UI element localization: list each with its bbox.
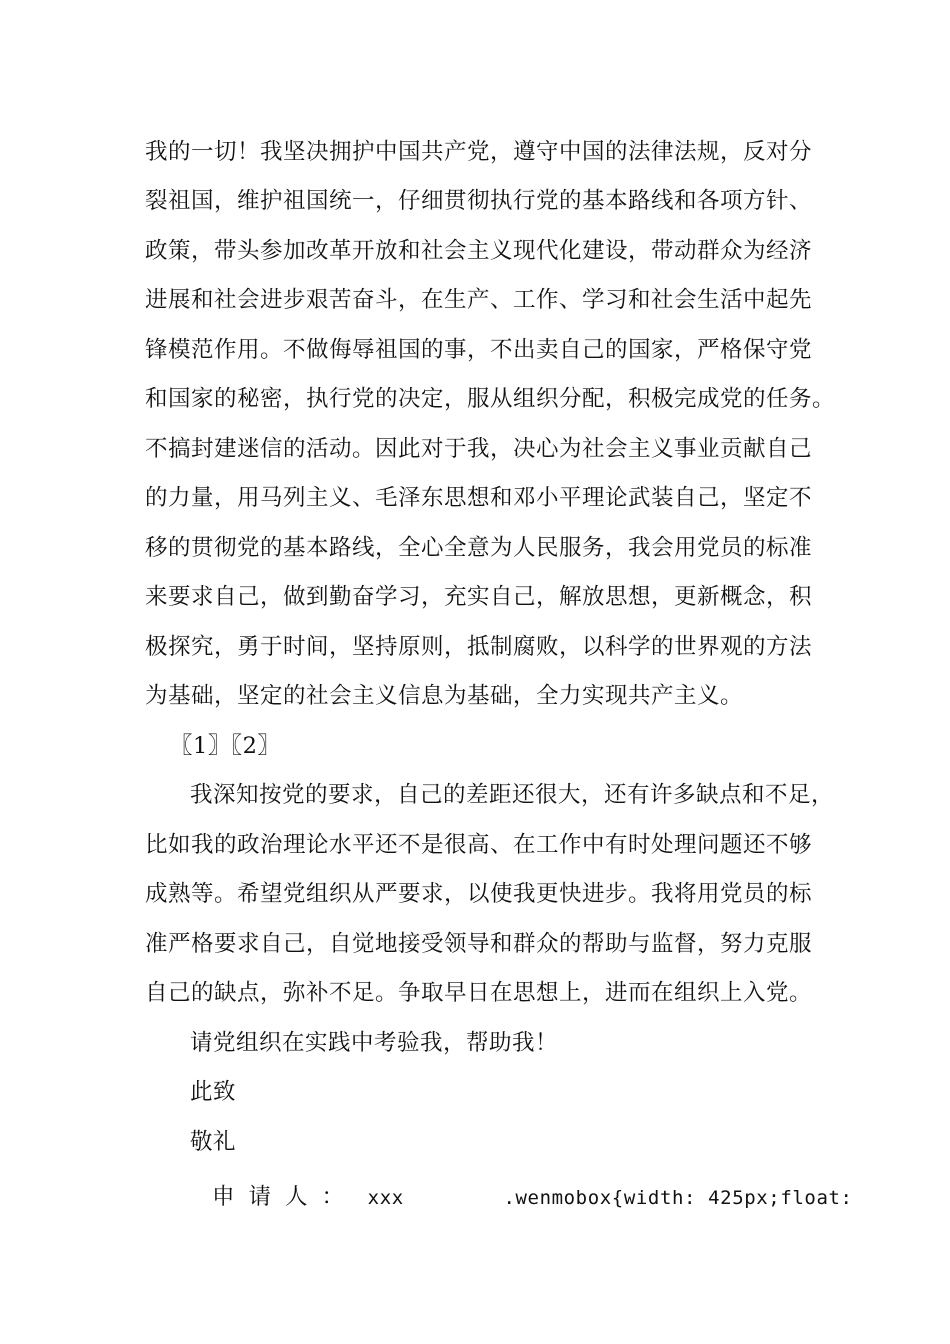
- signature-label: 申请人：: [212, 1184, 359, 1210]
- closing-ci-zhi: 此致: [190, 1079, 237, 1105]
- closing-jing-li: 敬礼: [190, 1129, 237, 1155]
- body-line-12: 为基础，坚定的社会主义信息为基础，全力实现共产主义。: [145, 683, 744, 709]
- body-line-7: 不搞封建迷信的活动。因此对于我，决心为社会主义事业贡献自己: [145, 436, 813, 462]
- body-line-8: 的力量，用马列主义、毛泽东思想和邓小平理论武装自己，坚定不: [145, 485, 813, 511]
- body-line-1: 我的一切！我坚决拥护中国共产党，遵守中国的法律法规，反对分: [145, 139, 813, 165]
- signature-line: [212, 1182, 853, 1213]
- body-line-4: 进展和社会进步艰苦奋斗，在生产、工作、学习和社会生活中起先: [145, 287, 813, 313]
- signature-name: xxx: [367, 1187, 404, 1209]
- para2-line-4: 准严格要求自己，自觉地接受领导和群众的帮助与监督，努力克服: [145, 931, 813, 957]
- para2-line-1: 我深知按党的要求，自己的差距还很大，还有许多缺点和不足，: [190, 782, 835, 808]
- request-line: 请党组织在实践中考验我，帮助我！: [190, 1030, 559, 1056]
- body-line-11: 极探究，勇于时间，坚持原则，抵制腐败，以科学的世界观的方法: [145, 634, 813, 660]
- para2-line-5: 自己的缺点，弥补不足。争取早日在思想上，进而在组织上入党。: [145, 980, 813, 1006]
- footnote-reference: 〖1〗〖2〗: [170, 733, 281, 759]
- para2-line-3: 成熟等。希望党组织从严要求，以使我更快进步。我将用党员的标: [145, 881, 813, 907]
- body-line-10: 来要求自己，做到勤奋学习，充实自己，解放思想，更新概念，积: [145, 584, 813, 610]
- body-line-3: 政策，带头参加改革开放和社会主义现代化建设，带动群众为经济: [145, 238, 813, 264]
- body-line-2: 裂祖国，维护祖国统一，仔细贯彻执行党的基本路线和各项方针、: [145, 188, 813, 214]
- body-line-6: 和国家的秘密，执行党的决定，服从组织分配，积极完成党的任务。: [145, 386, 836, 412]
- stray-css-text: .wenmobox{width: 425px;float:: [503, 1187, 853, 1209]
- body-line-9: 移的贯彻党的基本路线，全心全意为人民服务，我会用党员的标准: [145, 535, 813, 561]
- body-line-5: 锋模范作用。不做侮辱祖国的事，不出卖自己的国家，严格保守党: [145, 337, 813, 363]
- para2-line-2: 比如我的政治理论水平还不是很高、在工作中有时处理问题还不够: [145, 832, 813, 858]
